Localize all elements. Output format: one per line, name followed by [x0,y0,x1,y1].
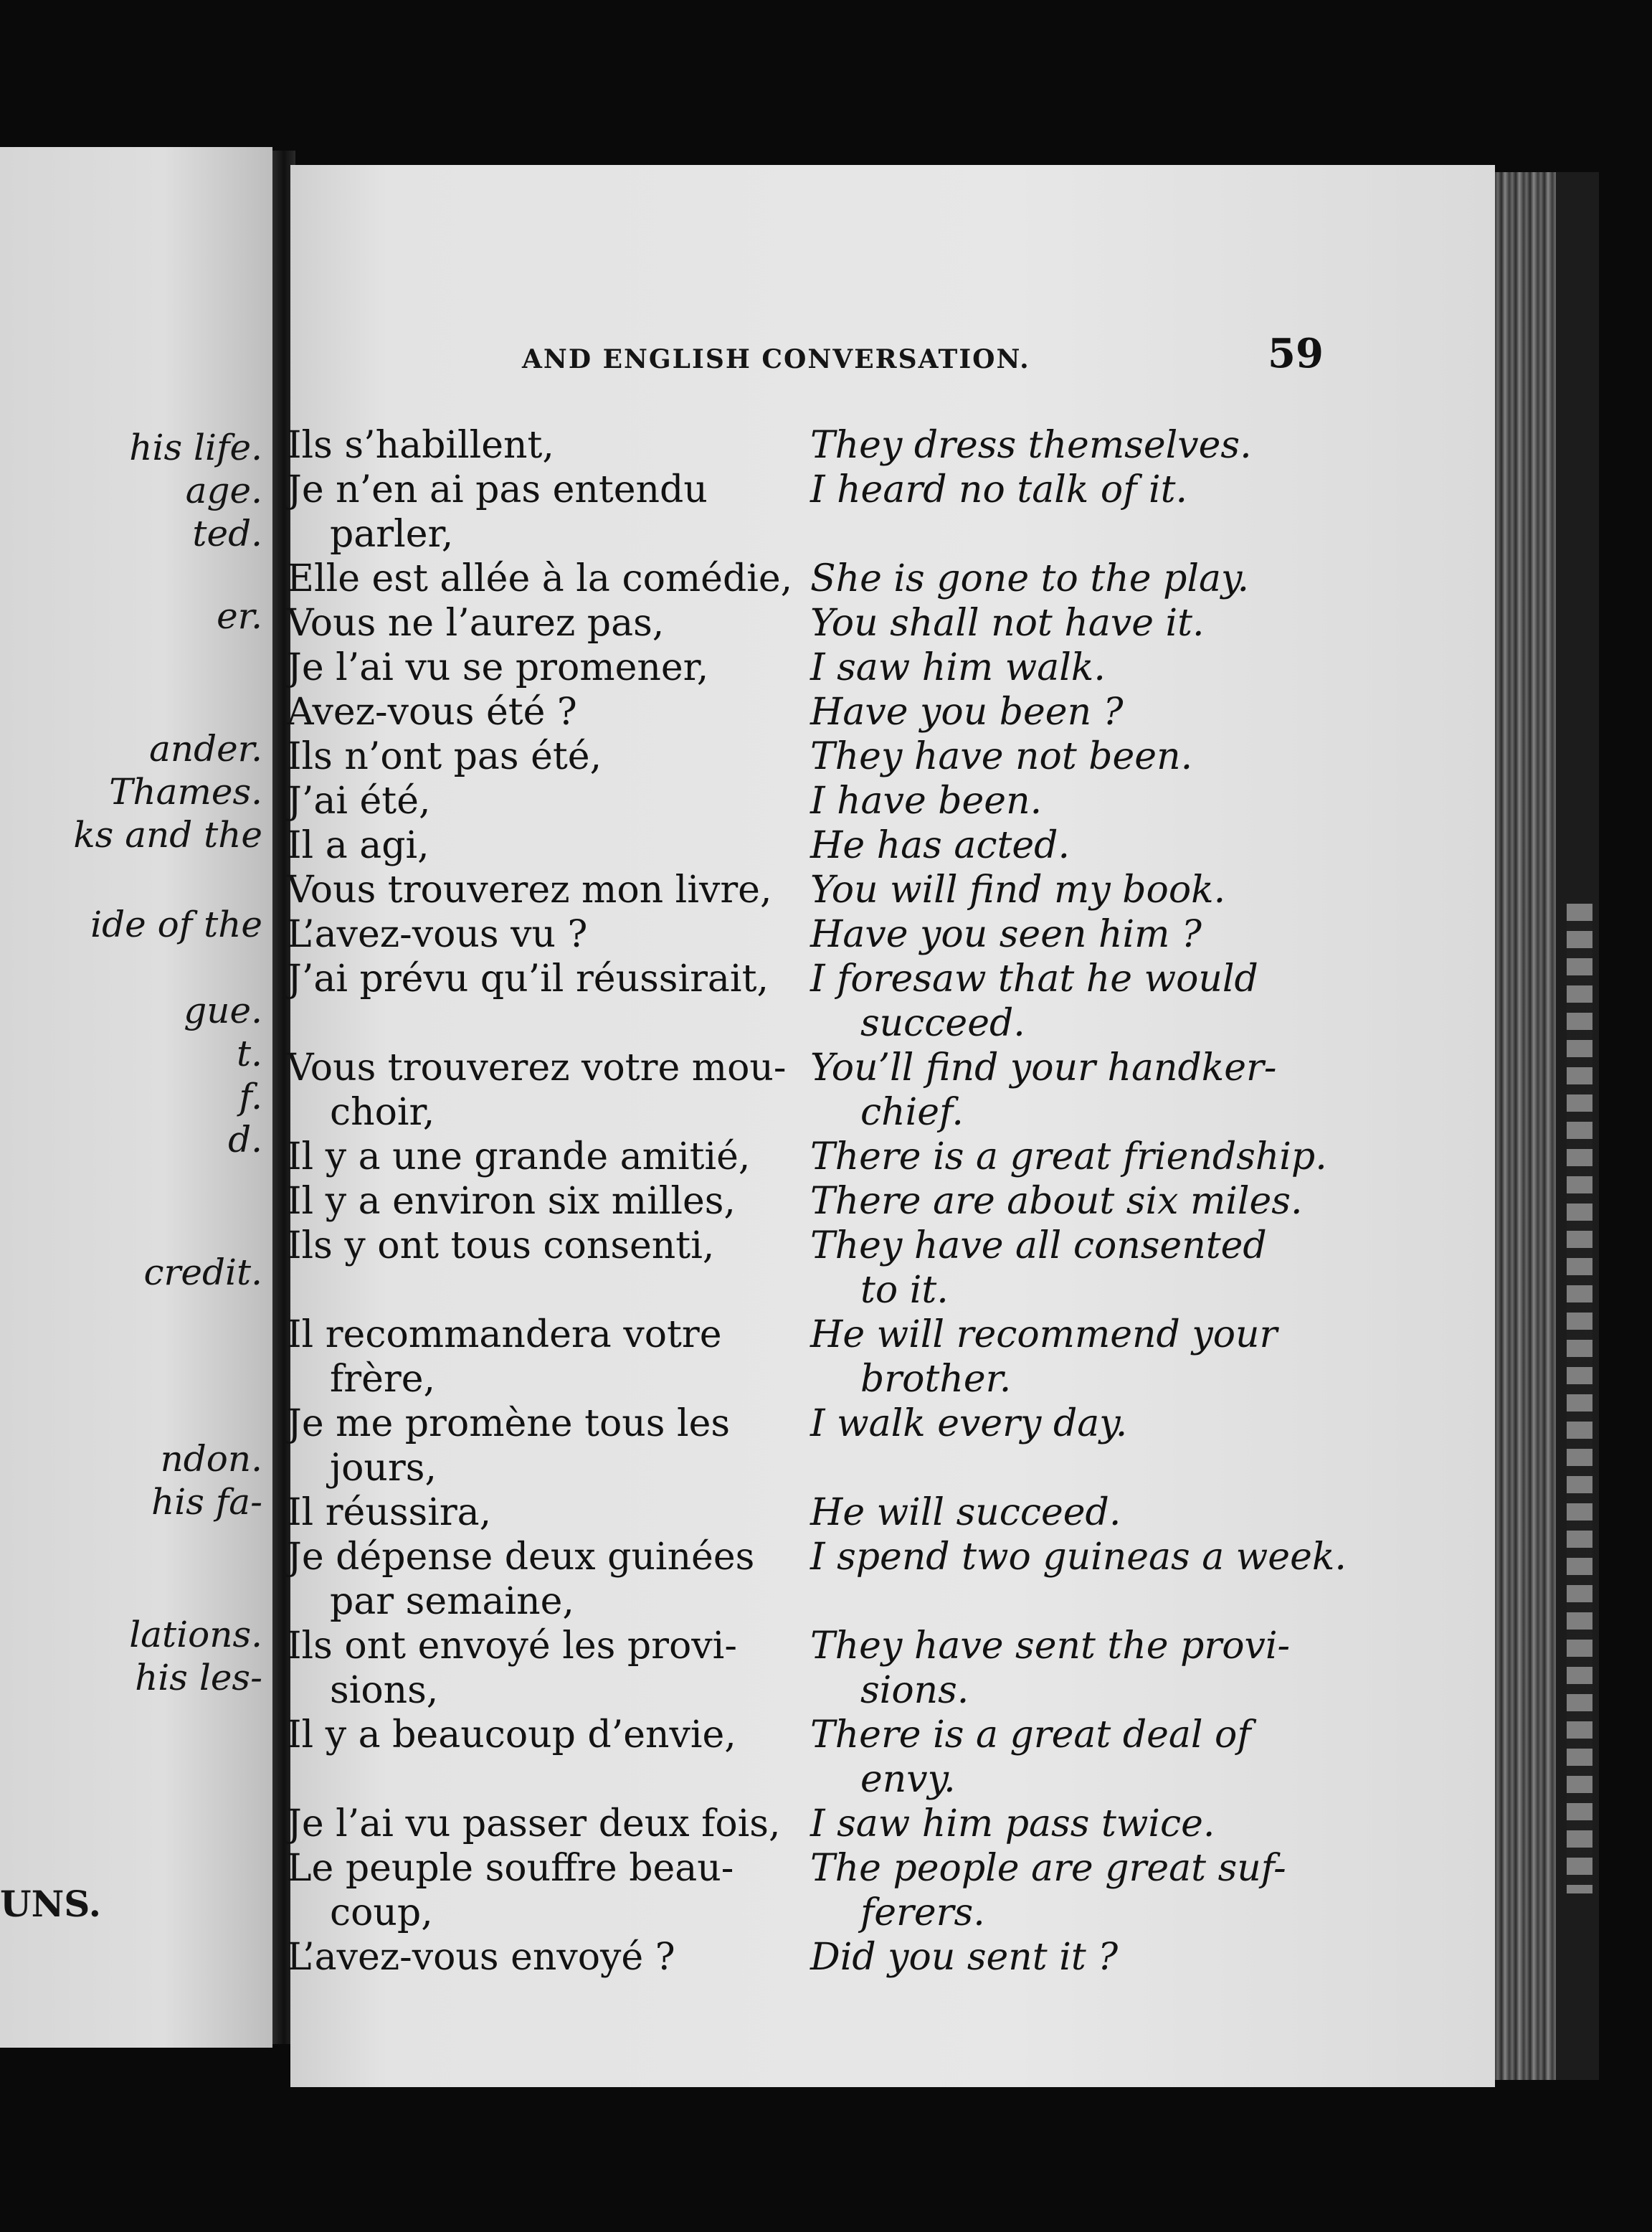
phrase-french: J’ai été, [287,780,431,823]
left-facing-page [0,147,272,2048]
left-page-line: er. [217,595,262,637]
phrase-english-continued: sions. [860,1669,969,1712]
phrase-french-continued: choir, [330,1091,435,1134]
phrase-english: They have not been. [810,735,1193,778]
phrase-english: He will succeed. [810,1491,1121,1534]
phrase-french: Il y a environ six milles, [287,1180,736,1223]
phrase-french: Je l’ai vu passer deux fois, [287,1802,781,1845]
phrase-french: Ils ont envoyé les provi- [287,1625,737,1668]
phrase-english: I saw him pass twice. [810,1802,1215,1845]
phrase-english: The people are great suf- [810,1847,1286,1890]
left-page-line: his fa- [151,1481,262,1523]
phrase-english: She is gone to the play. [810,557,1249,600]
left-page-line: ndon. [160,1438,262,1480]
left-page-line: lations. [129,1614,262,1655]
phrase-english: I walk every day. [810,1402,1128,1445]
left-page-line: ander. [149,728,262,770]
left-page-line: ted. [192,513,262,554]
left-page-line: credit. [143,1252,262,1293]
phrase-french: Il y a une grande amitié, [287,1135,751,1178]
phrase-french: Je l’ai vu se promener, [287,646,709,689]
phrase-french: Vous ne l’aurez pas, [287,602,665,645]
phrase-english: You’ll find your handker- [810,1046,1277,1089]
phrase-french: Il recommandera votre [287,1313,722,1356]
phrase-english: I heard no talk of it. [810,468,1188,511]
phrase-french-continued: parler, [330,513,454,556]
phrase-english: Have you seen him ? [810,913,1202,956]
phrase-english-continued: to it. [860,1269,949,1312]
phrase-english: There are about six miles. [810,1180,1303,1223]
phrase-french-continued: coup, [330,1891,433,1934]
phrase-english: He has acted. [810,824,1070,867]
phrase-english-continued: chief. [860,1091,964,1134]
left-page-line: t. [237,1033,262,1074]
phrase-french-continued: par semaine, [330,1580,574,1623]
left-page-line: f. [239,1076,262,1117]
phrase-french-continued: frère, [330,1358,436,1401]
phrase-english: I foresaw that he would [810,957,1258,1001]
phrase-english: I saw him walk. [810,646,1106,689]
phrase-english: Did you sent it ? [810,1936,1119,1979]
phrase-english: They have sent the provi- [810,1625,1291,1668]
phrase-french: Je me promène tous les [287,1402,731,1445]
phrase-french: J’ai prévu qu’il réussirait, [287,957,769,1001]
phrase-french: Vous trouverez votre mou- [287,1046,787,1089]
phrase-french: Il a agi, [287,824,429,867]
phrase-french-continued: jours, [330,1447,437,1490]
phrase-french: Avez-vous été ? [287,691,577,734]
phrase-french: Je n’en ai pas entendu [287,468,708,511]
phrase-french: L’avez-vous vu ? [287,913,588,956]
phrase-french: Je dépense deux guinées [287,1536,755,1579]
phrase-french: Il y a beaucoup d’envie, [287,1713,736,1756]
phrase-english: I spend two guineas a week. [810,1536,1347,1579]
phrase-english: You will find my book. [810,869,1226,912]
left-page-line: his les- [135,1657,262,1698]
phrase-english: They dress themselves. [810,424,1252,467]
phrase-english: You shall not have it. [810,602,1205,645]
phrase-english: There is a great deal of [810,1713,1251,1756]
phrase-english: There is a great friendship. [810,1135,1327,1178]
phrase-english-continued: succeed. [860,1002,1025,1045]
phrase-french: Ils s’habillent, [287,424,554,467]
phrase-french: Il réussira, [287,1491,492,1534]
phrase-english: Have you been ? [810,691,1124,734]
left-page-line: ks and the [73,814,262,856]
phrase-english: He will recommend your [810,1313,1278,1356]
phrase-french: Vous trouverez mon livre, [287,869,772,912]
phrase-english: They have all consented [810,1224,1267,1267]
spine-label-texture [1567,904,1592,1893]
page-number: 59 [1268,330,1324,377]
phrase-french: Elle est allée à la comédie, [287,557,793,600]
left-page-line: his life. [129,427,262,468]
phrase-french-continued: sions, [330,1669,439,1712]
left-page-line: d. [228,1119,262,1160]
phrase-french: Le peuple souffre beau- [287,1847,734,1890]
left-page-line: gue. [184,990,262,1031]
phrase-english-continued: envy. [860,1758,956,1801]
phrase-english-continued: brother. [860,1358,1012,1401]
left-page-line: age. [185,470,262,511]
left-page-line: Thames. [109,771,262,813]
left-page-heading: UNS. [0,1883,102,1925]
phrase-english: I have been. [810,780,1043,823]
phrase-french: L’avez-vous envoyé ? [287,1936,675,1979]
phrase-english-continued: ferers. [860,1891,985,1934]
left-page-line: ide of the [90,904,262,945]
phrase-french: Ils y ont tous consenti, [287,1224,715,1267]
running-head: AND ENGLISH CONVERSATION. [522,344,1030,374]
phrase-french: Ils n’ont pas été, [287,735,602,778]
